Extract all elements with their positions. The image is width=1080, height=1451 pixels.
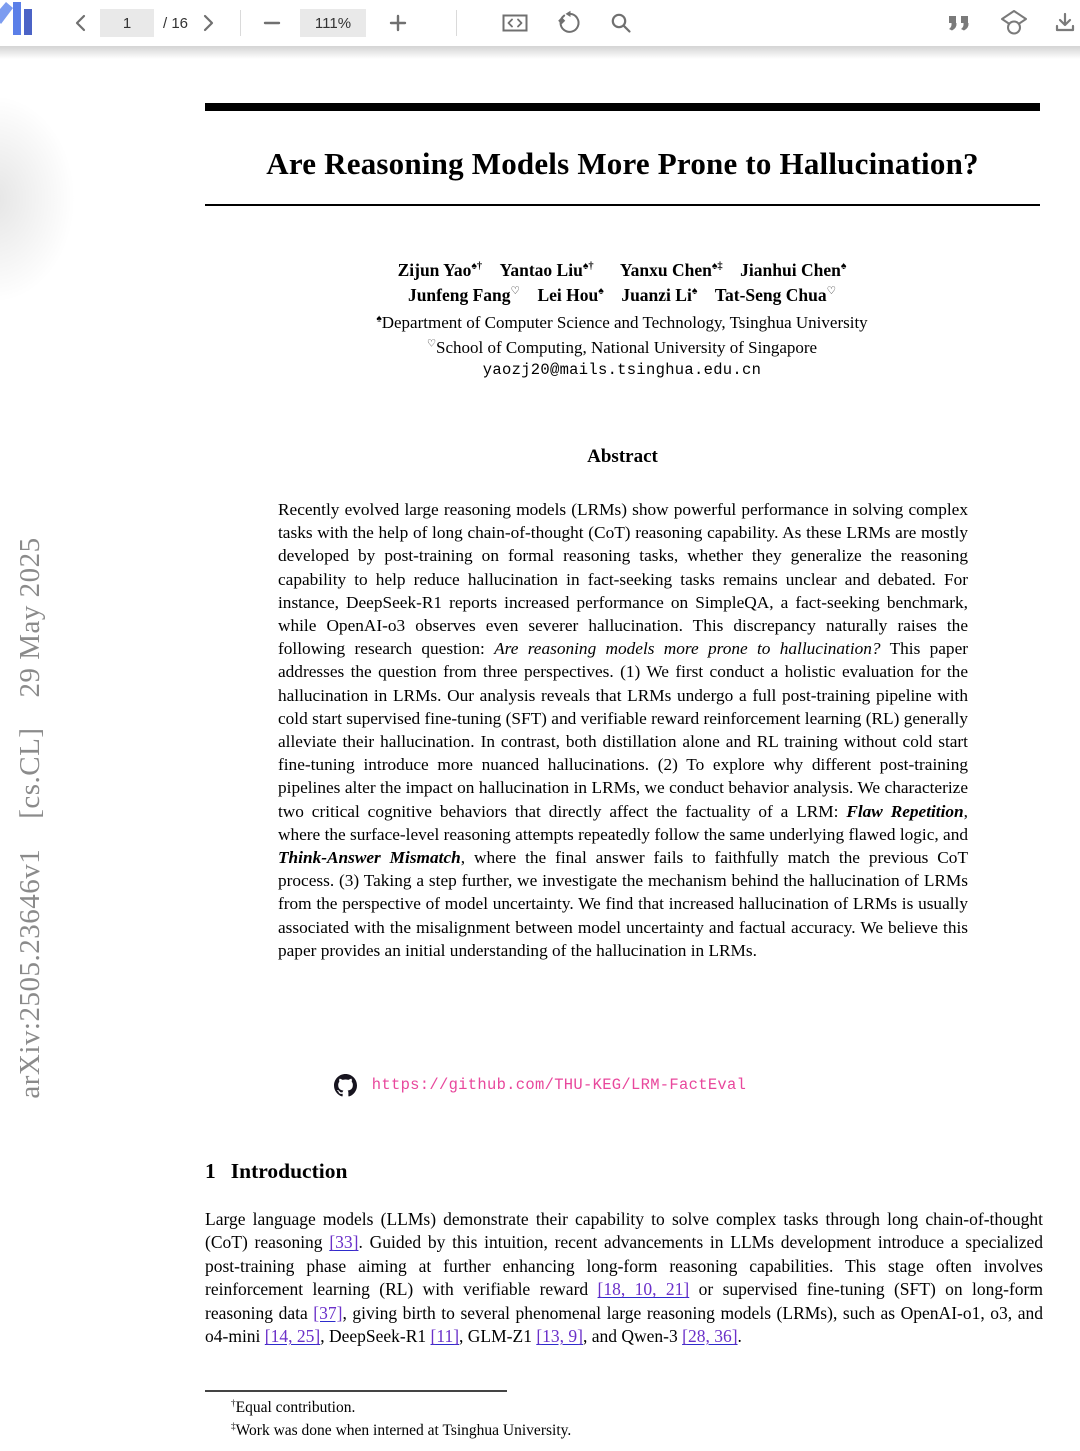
arxiv-watermark: arXiv:2505.23646v1 [cs.CL] 29 May 2025 — [14, 537, 46, 1099]
citation-link[interactable]: [14, 25] — [264, 1326, 321, 1347]
zoom-level-input[interactable] — [300, 9, 366, 37]
page-count-label: / 16 — [163, 14, 189, 32]
github-repo-link[interactable]: https://github.com/THU-KEG/LRM-FactEval — [371, 1076, 747, 1094]
page-number-input[interactable] — [100, 9, 154, 37]
citation-link[interactable]: [11] — [430, 1326, 460, 1347]
zoom-out-button[interactable] — [258, 0, 286, 46]
introduction-paragraph: Large language models (LLMs) demonstrate their capability to solve complex tasks through long chain-of-thought (CoT) reasoning [33]. Guided by this intuition, recent advancements in LLMs development introduce a specialized post-training phase aiming at further enhancing long-form reasoning capabilities. This stage often involves reinforcement learning (RL) with verifiable reward [18, 10, 21] or supervised fine-tuning (SFT) on long-form reasoning data [37], giving birth to several phenomenal large reasoning models (LRMs), such as OpenAI-o1, o3, and o4-mini [14, 25], DeepSeek-R1 [11], GLM-Z1 [13, 9], and Qwen-3 [28, 36]. — [205, 1209, 1044, 1347]
section-1-heading — [205, 1158, 1043, 1184]
title-rule-top — [205, 103, 1040, 111]
section-title: Introduction — [230, 1159, 348, 1183]
affiliations — [110, 310, 1080, 360]
pdf-viewer-toolbar — [0, 0, 1080, 47]
fit-width-icon[interactable] — [500, 0, 530, 46]
footnote-equal-contribution: †Equal contribution. — [231, 1398, 356, 1416]
toolbar-divider — [240, 10, 241, 36]
quote-icon[interactable] — [944, 0, 974, 46]
footnotes — [205, 1396, 1043, 1442]
search-icon[interactable] — [606, 0, 636, 46]
authors-line-2: Junfeng Fang♡ Lei Hou♠ Juanzi Li♠ Tat-Seng Chua♡ — [407, 285, 837, 305]
github-icon — [334, 1074, 357, 1097]
citation-link[interactable]: [28, 36] — [682, 1326, 738, 1347]
footnote-rule — [205, 1390, 507, 1392]
rotate-icon[interactable] — [554, 0, 584, 46]
previous-page-button[interactable] — [68, 0, 94, 46]
citation-link[interactable]: [18, 10, 21] — [597, 1279, 690, 1300]
author-block — [110, 258, 1080, 308]
citation-link[interactable]: [13, 9] — [536, 1326, 583, 1347]
abstract-text: Recently evolved large reasoning models (LRMs) show powerful performance in solving complex tasks with the help of long chain-of-thought (CoT) reasoning capability. As these LRMs are mostly developed by post-training on formal reasoning tasks, whether they generalize the reasoning capability to help reduce hallucination in fact-seeking tasks remains unclear and debated. For instance, DeepSeek-R1 reports increased performance on SimpleQA, a fact-seeking benchmark, while OpenAI-o3 observes even severer hallucination. This discrepancy naturally raises the following research question: Are reasoning models more prone to hallucination? This paper addresses the question from three perspectives. (1) We first conduct a holistic evaluation for the hallucination in LRMs. Our analysis reveals that LRMs undergo a full post-training pipeline with cold start supervised fine-tuning (SFT) and verifiable reward reinforcement learning (RL) generally alleviate their hallucination. In contrast, both distillation alone and RL training without cold start fine-tuning introduce more nuanced hallucinations. (2) To explore why different post-training pipelines alter the impact on hallucination in LRMs, we conduct behavior analysis. We characterize two critical cognitive behaviors that directly affect the factuality of a LRM: Flaw Repetition, where the surface-level reasoning attempts repeatedly follow the same underlying flawed logic, and Think-Answer Mismatch, where the final answer fails to faithfully match the previous CoT process. (3) Taking a step further, we investigate the mechanism behind the hallucination of LRMs from the perspective of model uncertainty. We find that increased hallucination of LRMs is usually associated with the misalignment between model uncertainty and factual accuracy. We believe this paper provides an initial understanding of the hallucination in LRMs. — [278, 500, 969, 960]
contact-email: yaozj20@mails.tsinghua.edu.cn — [482, 361, 762, 379]
toolbar-divider — [456, 10, 457, 36]
page-edge-shadow — [0, 94, 76, 304]
github-row — [0, 1072, 1080, 1098]
scholar-cap-icon[interactable] — [998, 0, 1030, 46]
citation-link[interactable]: [37] — [313, 1302, 343, 1323]
zoom-in-button[interactable] — [384, 0, 412, 46]
pdf-page — [0, 46, 1080, 1451]
abstract-heading: Abstract — [587, 446, 658, 467]
paper-title: Are Reasoning Models More Prone to Hallucination? — [266, 146, 979, 181]
viewer-logo[interactable] — [0, 2, 38, 44]
section-number: 1 — [205, 1159, 216, 1183]
citation-link[interactable]: [33] — [329, 1232, 359, 1253]
footnote-intern: ‡Work was done when interned at Tsinghua University. — [231, 1421, 572, 1439]
title-rule-bottom — [205, 204, 1040, 206]
affiliation-tsinghua: ♠Department of Computer Science and Technology, Tsinghua University — [376, 313, 868, 332]
next-page-button[interactable] — [195, 0, 221, 46]
affiliation-nus: ♡School of Computing, National University of Singapore — [426, 338, 818, 357]
download-icon[interactable] — [1050, 0, 1080, 46]
authors-line-1: Zijun Yao♠† Yantao Liu♠† Yanxu Chen♠‡ Jianhui Chen♠ — [397, 260, 847, 280]
